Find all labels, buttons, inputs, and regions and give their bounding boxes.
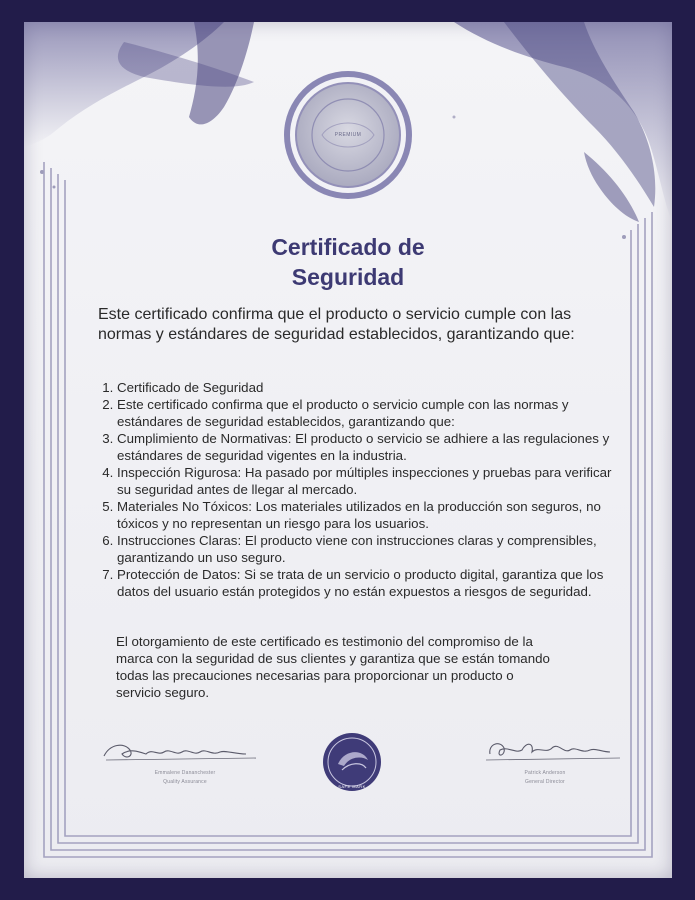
guarantee-list <box>98 379 627 600</box>
emblem-label: SAFE MARK <box>338 784 366 789</box>
certificate-paper <box>24 22 672 878</box>
list-item: 2. Este certificado confirma que el producto o servicio cumple con las normas y estándares de seguridad establecidos, garantizando que: <box>117 396 627 430</box>
seal-label: PREMIUM <box>334 132 362 138</box>
signature-right <box>460 734 630 804</box>
closing-paragraph: El otorgamiento de este certificado es testimonio del compromiso de la marca con la seguridad de sus clientes y garantiza que se están tomando todas las precauciones necesarias para proporcionar un producto o servicio seguro. <box>116 634 550 700</box>
list-item: 4. Inspección Rigurosa: Ha pasado por múltiples inspecciones y pruebas para verificar su seguridad antes de llegar al mercado. <box>117 464 627 498</box>
list-item: 7. Protección de Datos: Si se trata de un servicio o producto digital, garantiza que los datos del usuario están protegidos y no están expuestos a riesgos de seguridad. <box>117 566 627 600</box>
safe-mark-emblem <box>322 732 382 792</box>
signature-left-role: Quality Assurance <box>163 779 207 785</box>
certificate-title <box>24 232 672 292</box>
intro-paragraph: Este certificado confirma que el producto o servicio cumple con las normas y estándares de seguridad establecidos, garantizando que: <box>98 306 575 343</box>
title-line-1: Certificado de <box>271 234 425 260</box>
signature-right-scribble <box>460 734 630 768</box>
signature-left-scribble <box>100 734 270 768</box>
title-line-2: Seguridad <box>291 264 405 290</box>
list-item: 1. Certificado de Seguridad <box>117 379 627 396</box>
signature-left-name: Emmalene Dananchester <box>154 770 216 776</box>
list-item: 6. Instrucciones Claras: El producto viene con instrucciones claras y comprensibles, garantizando un uso seguro. <box>117 532 627 566</box>
signature-right-role: General Director <box>525 779 565 785</box>
signature-right-name: Patrick Anderson <box>524 770 566 776</box>
list-item: 3. Cumplimiento de Normativas: El producto o servicio se adhiere a las regulaciones y estándares de seguridad vigentes en la industria. <box>117 430 627 464</box>
signature-left <box>100 734 270 804</box>
list-item: 5. Materiales No Tóxicos: Los materiales utilizados en la producción son seguros, no tóxicos y no representan un riesgo para los usuarios. <box>117 498 627 532</box>
